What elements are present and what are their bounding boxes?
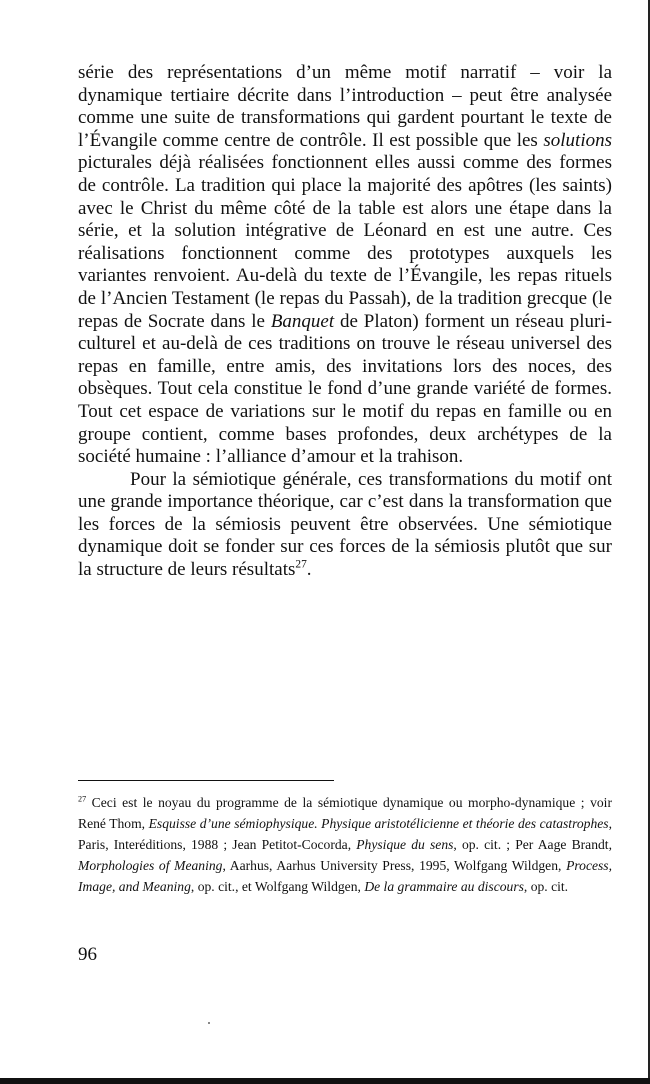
paragraph-1 (78, 62, 612, 469)
footnote-reference[interactable]: 27 (295, 558, 307, 571)
text-span: picturales déjà réalisées fonctionnent elles aussi comme des formes de contrôle. La tradition qui place la majorité des apôtres (les saints) avec le Christ du même côté de la table est alors une étape dans la série, et la solution intégrative de Léonard en est une autre. Ces réalisations fonctionnent comme des prototypes auxquels les variantes renvoient. Au-delà du texte de l’Évangile, les repas rituels de l’Ancien Testament (le repas du Passah), de la tradition grecque (le repas de Socrate dans le (78, 152, 612, 332)
footnote-text: , op. cit., et Wolfgang Wildgen, (190, 879, 365, 894)
page-number: 96 (78, 944, 97, 965)
text-span: série des représentations d’un même motif narratif – voir la dynamique tertiaire décrite dans l’introduction – peut être analysée comme une suite de transformations qui gardent pourtant le texte de l’Évangile comme centre de contrôle. Il est possible que les (78, 62, 612, 151)
footnote-italic-title: De la grammaire au discours (364, 879, 524, 894)
footnote-italic-title: Process, Image, and Meaning (78, 858, 612, 894)
footnote-separator (78, 780, 334, 781)
scan-edge-bottom (0, 1078, 650, 1084)
footnote-text: , op. cit. ; Per Aage Brandt, (453, 837, 612, 852)
footnote-italic-title: Physique du sens (356, 837, 454, 852)
footnote-number: 27 (78, 794, 87, 804)
main-text (78, 62, 612, 582)
paragraph-2 (78, 469, 612, 582)
footnote-text: , Aarhus, Aarhus University Press, 1995, Wolfgang Wildgen, (222, 858, 567, 873)
footnote (78, 792, 612, 897)
footnote-text: Ceci est le noyau du programme de la sémiotique dynamique ou morpho-dynamique ; voir René Thom, (78, 795, 612, 831)
footnote-italic-title: Esquisse d’une sémiophysique. Physique aristotélicienne et théorie des catastrophes (148, 816, 609, 831)
footnote-text: , Paris, Interéditions, 1988 ; Jean Petitot-Cocorda, (78, 816, 612, 852)
footnote-text: , op. cit. (523, 879, 569, 894)
italic-term: solutions (543, 129, 612, 151)
text-span: Pour la sémiotique générale, ces transformations du motif ont une grande importance théorique, car c’est dans la transformation que les forces de la sémiosis peuvent être observées. Une sémiotique dynamique doit se fonder sur ces forces de la sémiosis plutôt que sur la structure de leurs résultats (78, 468, 612, 581)
text-span: de Platon) forment un réseau pluri-culturel et au-delà de ces traditions on trouve le réseau universel des repas en famille, entre amis, des invitations lors des noces, des obsèques. Tout cela constitue le fond d’une grande variété de formes. Tout cet espace de variations sur le motif du repas en famille ou en groupe contient, comme bases profondes, deux archétypes de la société humaine : l’alliance d’amour et la trahison. (78, 310, 612, 468)
text-span: . (306, 559, 312, 581)
footnote-italic-title: Morphologies of Meaning (78, 858, 223, 873)
footnote-27 (78, 792, 612, 897)
scan-speck (208, 1022, 210, 1024)
italic-title: Banquet (270, 310, 335, 332)
